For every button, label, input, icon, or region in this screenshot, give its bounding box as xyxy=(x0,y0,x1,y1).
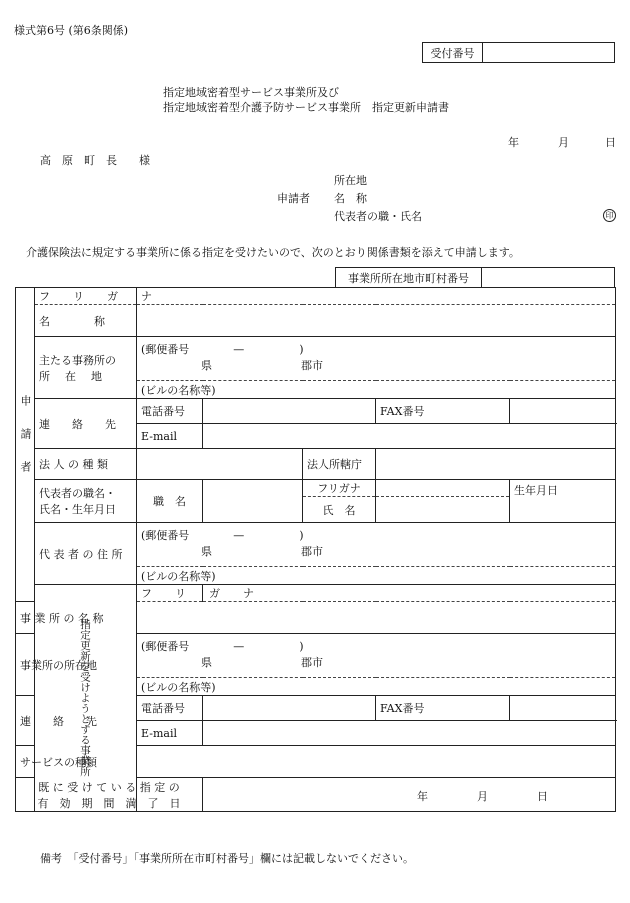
note-text: 備考 「受付番号」「事業所所在市町村番号」欄には記載しないでください。 xyxy=(40,852,414,865)
name-label: 名 称 xyxy=(334,192,367,205)
main-office-label: 主たる事務所の 所 在 地 xyxy=(35,337,137,399)
tel-field[interactable] xyxy=(203,399,376,424)
receipt-number-box xyxy=(422,42,615,63)
validity-label: 既 に 受 け て い る 指 定 の 有 効 期 間 満 了 日 xyxy=(16,778,203,812)
representative-label: 代表者の職・氏名 xyxy=(334,210,422,223)
email-label: E-mail xyxy=(137,424,203,449)
form-number: 様式第6号 (第6条関係) xyxy=(14,24,129,37)
title-line-2: 指定地域密着型介護予防サービス事業所 指定更新申請書 xyxy=(163,101,449,114)
corp-name-field[interactable] xyxy=(137,305,616,337)
date-year: 年 xyxy=(508,136,519,149)
office-furigana-field[interactable] xyxy=(203,585,616,602)
office-fax-label: FAX番号 xyxy=(376,696,510,721)
office-tel-field[interactable] xyxy=(203,696,376,721)
office-name-label: 事 業 所 の 名 称 xyxy=(16,602,35,634)
office-tel-label: 電話番号 xyxy=(137,696,203,721)
main-office-building-field[interactable]: (ビルの名称等) xyxy=(137,381,616,399)
municipal-number-label: 事業所所在地市町村番号 xyxy=(336,268,482,288)
birthdate-field[interactable]: 生年月日 xyxy=(510,480,616,523)
furigana-field[interactable] xyxy=(137,288,616,305)
corp-office-field[interactable] xyxy=(376,449,616,480)
application-table xyxy=(15,287,616,812)
rep-furigana-label: フリガナ xyxy=(303,480,376,497)
rep-title-label: 職 名 xyxy=(137,480,203,523)
intro-text: 介護保険法に規定する事業所に係る指定を受けたいので、次のとおり関係書類を添えて申請します。 xyxy=(26,246,520,259)
rep-address-label: 代 表 者 の 住 所 xyxy=(35,523,137,585)
contact-label: 連 絡 先 xyxy=(35,399,137,449)
rep-building-field[interactable]: (ビルの名称等) xyxy=(137,567,616,585)
rep-address-field[interactable]: (郵便番号 — ) 県 郡市 xyxy=(137,523,616,567)
rep-furigana-field[interactable] xyxy=(376,480,510,497)
representative-info-label: 代表者の職名・ 氏名・生年月日 xyxy=(35,480,137,523)
receipt-number-label: 受付番号 xyxy=(423,43,483,63)
corp-type-field[interactable] xyxy=(137,449,303,480)
corp-type-label: 法 人 の 種 類 xyxy=(35,449,137,480)
service-type-label: サービスの種類 xyxy=(16,746,35,778)
title-line-1: 指定地域密着型サービス事業所及び xyxy=(163,86,339,99)
office-email-label: E-mail xyxy=(137,721,203,746)
addressee: 高 原 町 長 様 xyxy=(40,154,150,167)
corp-office-label: 法人所轄庁 xyxy=(303,449,376,480)
municipal-number-box xyxy=(335,267,615,288)
corp-name-label: 名 称 xyxy=(35,305,137,337)
receipt-number-field[interactable] xyxy=(483,43,615,63)
tel-label: 電話番号 xyxy=(137,399,203,424)
office-address-label: 事業所の所在地 xyxy=(16,634,35,696)
email-field[interactable] xyxy=(203,424,616,449)
applicant-section-label: 申請者 xyxy=(16,288,35,602)
date-month: 月 xyxy=(558,136,569,149)
fax-field[interactable] xyxy=(510,399,616,424)
rep-name-field[interactable] xyxy=(376,497,510,523)
main-office-address-field[interactable]: (郵便番号 — ) 県 郡市 xyxy=(137,337,616,381)
seal-icon: 印 xyxy=(603,208,616,222)
office-fax-field[interactable] xyxy=(510,696,616,721)
office-email-field[interactable] xyxy=(203,721,616,746)
service-type-field[interactable] xyxy=(137,746,616,778)
office-contact-label: 連 絡 先 xyxy=(16,696,35,746)
office-furigana-label: フ リ ガ ナ xyxy=(137,585,203,602)
address-label: 所在地 xyxy=(334,174,367,187)
rep-title-field[interactable] xyxy=(203,480,303,523)
rep-name-label: 氏 名 xyxy=(303,497,376,523)
office-building-field[interactable]: (ビルの名称等) xyxy=(137,678,616,696)
applicant-label: 申請者 xyxy=(277,192,310,205)
municipal-number-field[interactable] xyxy=(482,268,615,288)
furigana-label: フ リ ガ ナ xyxy=(35,288,137,305)
validity-date-field[interactable]: 年 月 日 xyxy=(203,778,616,812)
date-day: 日 xyxy=(605,136,616,149)
office-name-field[interactable] xyxy=(137,602,616,634)
office-address-field[interactable]: (郵便番号 — ) 県 郡市 xyxy=(137,634,616,678)
office-section-label: 指定更新を受けようとする事業所 xyxy=(35,585,137,812)
fax-label: FAX番号 xyxy=(376,399,510,424)
